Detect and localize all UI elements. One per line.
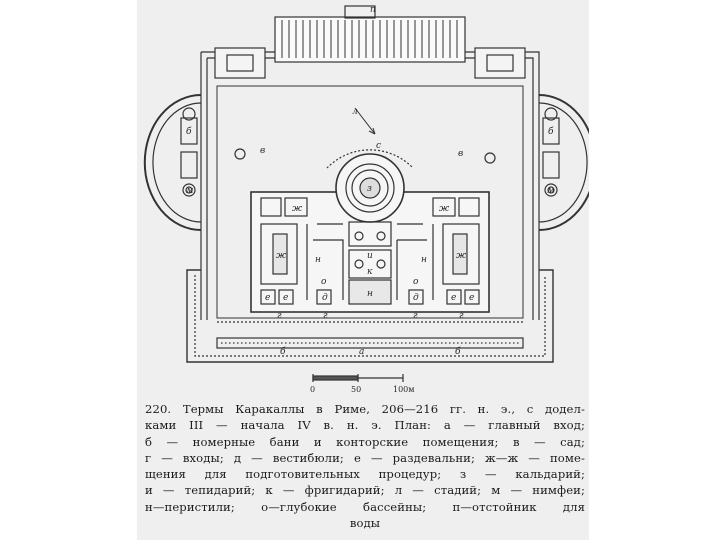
- label-b-south-west: б: [280, 347, 286, 357]
- scale-end: 100м: [393, 385, 415, 394]
- label-o-east: о: [413, 277, 419, 287]
- garden-fountain-west: [235, 149, 245, 159]
- label-zh-e: ж: [456, 251, 467, 261]
- label-g-2: г: [323, 311, 328, 321]
- label-n-east: н: [421, 255, 427, 265]
- label-m-west: м: [186, 186, 194, 196]
- label-g-4: г: [459, 311, 464, 321]
- label-o-west: о: [321, 277, 327, 287]
- caption-line: ками III — начала IV в. н. э. План: а — главный вход;: [145, 418, 585, 433]
- label-e-2: е: [283, 293, 289, 303]
- scale-bar: [313, 374, 403, 382]
- bath-block: [251, 150, 489, 312]
- label-d-west: д: [322, 293, 328, 303]
- label-n-center: н: [367, 289, 373, 299]
- label-b-west: б: [186, 127, 192, 137]
- label-n-west: н: [315, 255, 321, 265]
- label-i: и: [367, 251, 373, 261]
- west-exedra: [145, 95, 201, 230]
- label-zh-nw: ж: [292, 204, 303, 214]
- label-k: к: [367, 267, 373, 277]
- label-g-1: г: [277, 311, 282, 321]
- label-v-west: в: [260, 146, 266, 156]
- label-b-east: б: [548, 127, 554, 137]
- label-e-1: е: [265, 293, 271, 303]
- page-sheet: [137, 0, 589, 540]
- caption-line: б — номерные бани и конторские помещения; в — сад;: [145, 434, 585, 449]
- caption-line: щения для подготовительных процедур; з — кальдарий;: [145, 467, 585, 482]
- caption-line: н—перистили; о—глубокие бассейны; п—отстойник для: [145, 499, 585, 514]
- caption-line: 220. Термы Каракаллы в Риме, 206—216 гг. н. э., с додел-: [145, 402, 585, 416]
- label-e-4: е: [469, 293, 475, 303]
- caption-line: и — тепидарий; к — фригидарий; л — стадий; м — нимфеи;: [145, 483, 585, 498]
- label-e-3: е: [451, 293, 457, 303]
- label-z: з: [367, 184, 372, 194]
- label-b-south-east: б: [455, 347, 461, 357]
- floor-plan: [137, 0, 589, 398]
- east-exedra: [539, 95, 589, 230]
- scale-zero: 0: [310, 385, 316, 394]
- scale-mid: 50: [351, 385, 362, 394]
- figure-caption: [145, 401, 585, 531]
- label-l: л: [352, 107, 358, 117]
- label-p: п: [370, 5, 376, 15]
- label-g-3: г: [413, 311, 418, 321]
- caption-line: г — входы; д — вестибюли; е — раздевальни; ж—ж — поме-: [145, 450, 585, 465]
- label-d-east: д: [413, 293, 419, 303]
- garden-fountain-east: [485, 153, 495, 163]
- caption-line: воды: [349, 516, 381, 531]
- label-s: с: [376, 141, 382, 151]
- label-m-east: м: [547, 186, 555, 196]
- label-zh-ne: ж: [439, 204, 450, 214]
- label-v-east: в: [458, 149, 464, 159]
- label-a: а: [359, 347, 365, 357]
- label-zh-w: ж: [276, 251, 287, 261]
